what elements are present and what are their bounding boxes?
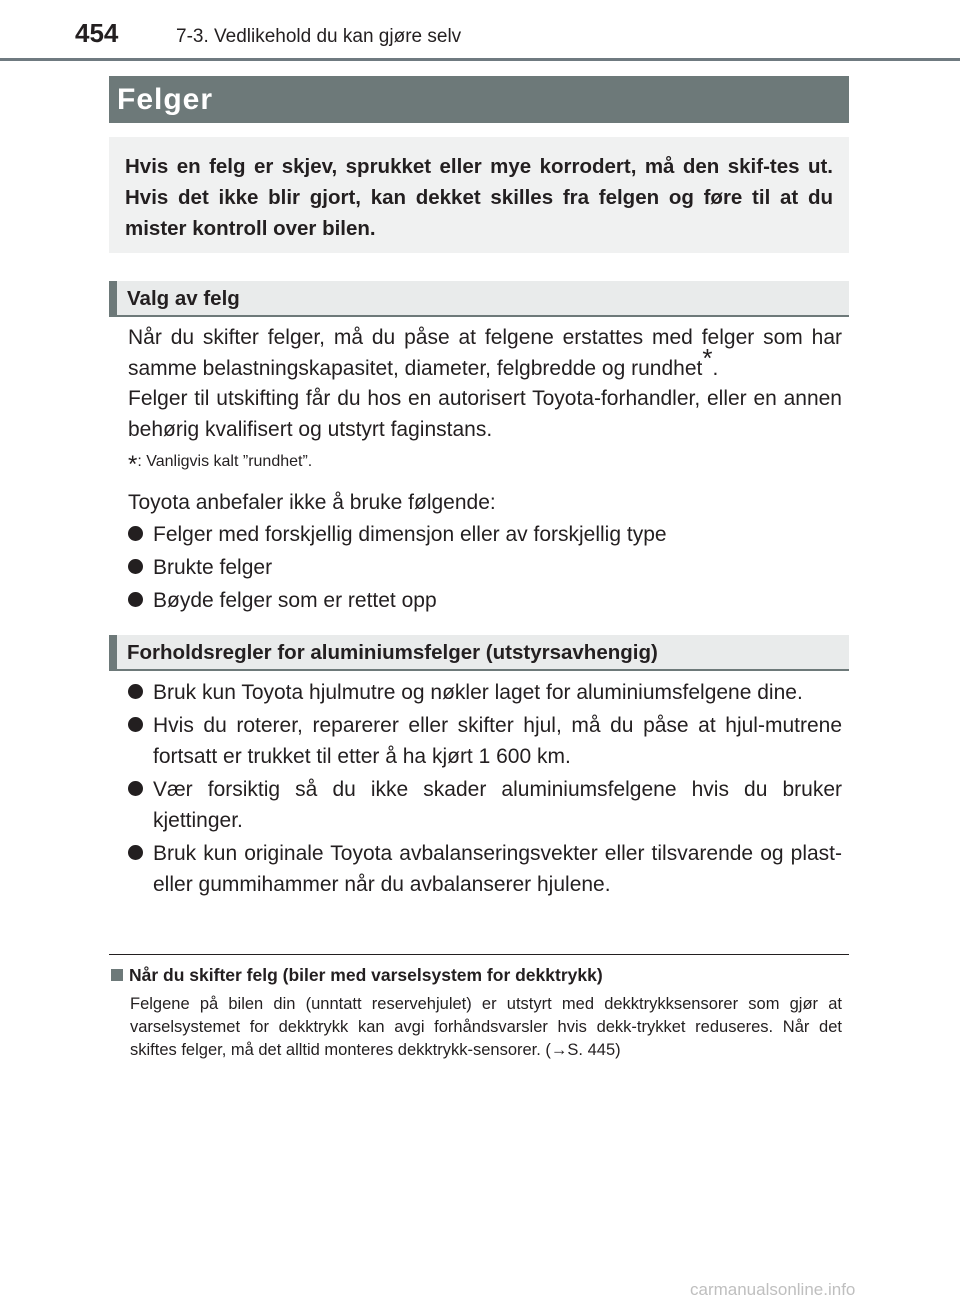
bullet-dot xyxy=(128,559,143,574)
header-divider xyxy=(0,58,960,61)
section-label: 7-3. Vedlikehold du kan gjøre selv xyxy=(176,26,462,47)
page-number: 454 xyxy=(75,18,119,48)
footnote-star: * xyxy=(128,451,138,478)
paragraph-forhandler: Felger til utskifting får du hos en autorisert Toyota-forhandler, eller en annen behørig kvalifisert og utstyrt faginstans. xyxy=(128,387,842,441)
bullet-dot xyxy=(128,592,143,607)
page-header xyxy=(0,0,960,62)
note-text: Felgene på bilen din (unntatt reservehjulet) er utstyrt med dekktrykksensorer som gjør at varselsystemet for dekktrykk kan avgi forhåndsvarsler hvis dekk-trykket reduseres. Når det skiftes felger, må det alltid monteres dekktrykk-sensorer. (→S. 445) xyxy=(130,995,842,1059)
footnote xyxy=(128,451,312,479)
recommend-text: Toyota anbefaler ikke å bruke følgende: xyxy=(128,491,496,514)
list-item: Bruk kun Toyota hjulmutre og nøkler laget for aluminiumsfelgene dine. xyxy=(128,677,842,708)
page-reference-link[interactable]: S. 445) xyxy=(567,1041,621,1059)
bullet-list-valg xyxy=(128,519,842,616)
list-item: Hvis du roterer, reparerer eller skifter hjul, må du påse at hjul-mutrene fortsatt er trukket til etter å ha kjørt 1 600 km. xyxy=(128,710,842,772)
page-title: Felger xyxy=(109,76,849,123)
paragraph-end: . xyxy=(712,357,719,380)
list-item: Brukte felger xyxy=(128,552,842,583)
section-heading-aluminium: Forholdsregler for aluminiumsfelger (utstyrsavhengig) xyxy=(109,635,849,671)
note-heading: Når du skifter felg (biler med varselsystem for dekktrykk) xyxy=(111,965,603,986)
paragraph-valg xyxy=(128,322,842,384)
bullet-dot xyxy=(128,717,143,732)
watermark: carmanualsonline.info xyxy=(690,1280,856,1299)
list-item: Bruk kun originale Toyota avbalanseringsvekter eller tilsvarende og plast- eller gummihammer når du avbalanserer hjulene. xyxy=(128,838,842,900)
list-item: Felger med forskjellig dimensjon eller av forskjellig type xyxy=(128,519,842,550)
bullet-list-aluminium xyxy=(128,677,842,900)
list-item: Vær forsiktig så du ikke skader aluminiumsfelgene hvis du bruker kjettinger. xyxy=(128,774,842,836)
bullet-dot xyxy=(128,684,143,699)
arrow-right-icon: → xyxy=(550,1041,568,1059)
footnote-text: : Vanligvis kalt ”rundhet”. xyxy=(137,453,313,470)
bullet-dot xyxy=(128,526,143,541)
intro-warning: Hvis en felg er skjev, sprukket eller mye korrodert, må den skif-tes ut. Hvis det ikke blir gjort, kan dekket skilles fra felgen og føre til at du mister kontroll over bilen. xyxy=(109,137,849,253)
bullet-dot xyxy=(128,781,143,796)
paragraph-text: Når du skifter felger, må du påse at felgene erstattes med felger som har samme belastningskapasitet, diameter, felgbredde og rundhet xyxy=(128,326,842,380)
square-bullet-icon xyxy=(111,969,123,981)
note-divider xyxy=(109,954,849,955)
section-heading-valg: Valg av felg xyxy=(109,281,849,317)
list-item: Bøyde felger som er rettet opp xyxy=(128,585,842,616)
bullet-dot xyxy=(128,845,143,860)
asterisk-mark: * xyxy=(702,343,713,373)
